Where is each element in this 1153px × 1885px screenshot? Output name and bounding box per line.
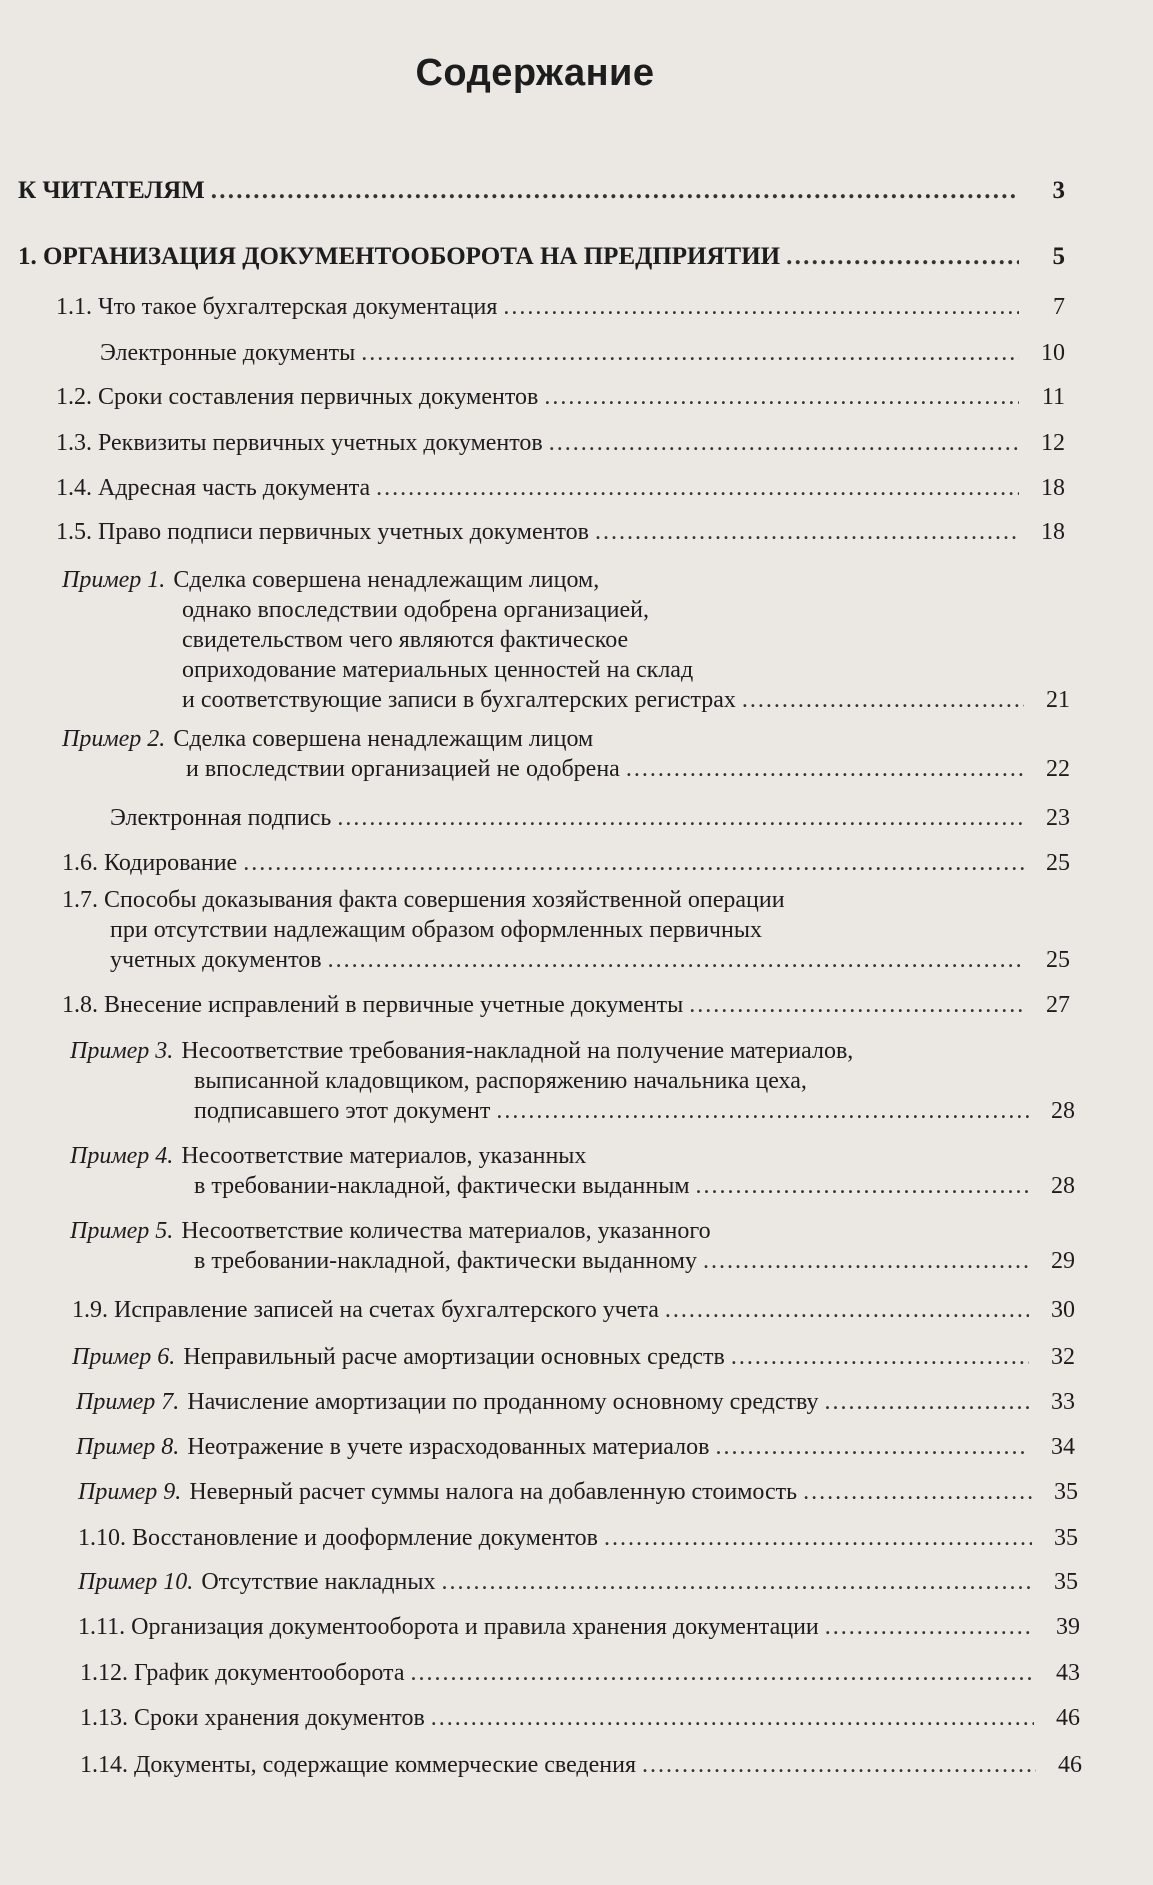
leader-dots: [696, 1171, 1029, 1201]
page-number: 32: [1051, 1344, 1075, 1370]
toc-entry: [70, 1216, 1075, 1276]
toc-entry-text: 1.12. График документооборота: [80, 1660, 405, 1686]
leader-dots: [376, 473, 1019, 503]
example-label: Пример 10.: [78, 1569, 194, 1595]
page-number: 12: [1041, 430, 1065, 456]
leader-dots: [328, 945, 1024, 975]
page-number: 18: [1041, 475, 1065, 501]
toc-entry-text: Несоответствие количества материалов, указанного: [181, 1218, 711, 1244]
toc-entry-text: выписанной кладовщиком, распоряжению начальника цеха,: [194, 1068, 807, 1094]
leader-dots: [361, 338, 1019, 368]
toc-entry-text: Отсутствие накладных: [201, 1569, 436, 1595]
page-number: 10: [1041, 340, 1065, 366]
leader-dots: [496, 1096, 1029, 1126]
toc-entry-text: Сделка совершена ненадлежащим лицом,: [173, 567, 600, 593]
toc-entry: [70, 1141, 1075, 1201]
leader-dots: [431, 1703, 1034, 1733]
page-number: 3: [1052, 177, 1065, 204]
toc-entry: [110, 803, 1070, 833]
toc-entry: [62, 990, 1070, 1020]
example-label: Пример 9.: [78, 1479, 182, 1505]
toc-entry-text: в требовании-накладной, фактически выданным: [194, 1173, 690, 1199]
toc-entry: [100, 338, 1065, 368]
leader-dots: [211, 176, 1019, 206]
toc-entry: [62, 848, 1070, 878]
example-label: Пример 5.: [70, 1218, 174, 1244]
page-number: 21: [1046, 687, 1070, 713]
toc-entry-text: Неправильный расче амортизации основных средств: [183, 1344, 725, 1370]
leader-dots: [715, 1432, 1029, 1462]
toc-entry-text: Электронная подпись: [110, 805, 332, 831]
toc-entry-text: при отсутствии надлежащим образом оформленных первичных: [110, 917, 762, 943]
page-number: 29: [1051, 1248, 1075, 1274]
toc-entry: [78, 1612, 1080, 1642]
toc-entry: [62, 565, 1070, 715]
page-number: 35: [1054, 1479, 1078, 1505]
leader-dots: [825, 1387, 1029, 1417]
toc-entry-text: Неотражение в учете израсходованных материалов: [187, 1434, 710, 1460]
toc-entry-text: Несоответствие требования-накладной на получение материалов,: [181, 1038, 854, 1064]
toc-entry-text: 1. ОРГАНИЗАЦИЯ ДОКУМЕНТООБОРОТА НА ПРЕДПРИЯТИИ: [18, 243, 781, 270]
toc-entry: [78, 1567, 1078, 1597]
toc-entry: [72, 1342, 1075, 1372]
toc-entry-text: 1.13. Сроки хранения документов: [80, 1705, 425, 1731]
leader-dots: [410, 1658, 1034, 1688]
leader-dots: [665, 1295, 1029, 1325]
toc-entry: [78, 1523, 1078, 1553]
toc-entry: [72, 1295, 1075, 1325]
leader-dots: [549, 428, 1019, 458]
leader-dots: [503, 292, 1019, 322]
example-label: Пример 2.: [62, 726, 166, 752]
page-number: 11: [1041, 384, 1065, 410]
toc-entry-text: 1.8. Внесение исправлений в первичные учетные документы: [62, 992, 684, 1018]
toc-entry-text: и соответствующие записи в бухгалтерских регистрах: [182, 687, 736, 713]
example-label: Пример 6.: [72, 1344, 176, 1370]
example-label: Пример 3.: [70, 1038, 174, 1064]
toc-entry: [18, 176, 1065, 206]
leader-dots: [337, 803, 1024, 833]
page-number: 7: [1053, 294, 1065, 320]
page-number: 35: [1054, 1569, 1078, 1595]
page-number: 22: [1046, 756, 1070, 782]
leader-dots: [731, 1342, 1029, 1372]
leader-dots: [544, 382, 1019, 412]
toc-entry: [80, 1750, 1082, 1780]
toc-entry-text: Сделка совершена ненадлежащим лицом: [173, 726, 594, 752]
toc-entry-text: Электронные документы: [100, 340, 356, 366]
leader-dots: [689, 990, 1024, 1020]
toc-entry: [56, 473, 1065, 503]
example-label: Пример 1.: [62, 567, 166, 593]
leader-dots: [626, 754, 1024, 784]
toc-entry-text: 1.10. Восстановление и дооформление документов: [78, 1525, 598, 1551]
toc-entry-text: 1.3. Реквизиты первичных учетных документов: [56, 430, 543, 456]
toc-entry-text: подписавшего этот документ: [194, 1098, 491, 1124]
leader-dots: [642, 1750, 1036, 1780]
toc-entry: [56, 292, 1065, 322]
page-number: 34: [1051, 1434, 1075, 1460]
example-label: Пример 8.: [76, 1434, 180, 1460]
page-number: 23: [1046, 805, 1070, 831]
toc-entry-text: 1.11. Организация документооборота и правила хранения документации: [78, 1614, 819, 1640]
toc-entry: [18, 242, 1065, 272]
page-number: 46: [1056, 1705, 1080, 1731]
toc-entry-text: 1.2. Сроки составления первичных документов: [56, 384, 539, 410]
leader-dots: [786, 242, 1019, 272]
leader-dots: [803, 1477, 1032, 1507]
toc-entry: [78, 1477, 1078, 1507]
toc-entry-text: 1.14. Документы, содержащие коммерческие сведения: [80, 1752, 637, 1778]
toc-entry-text: учетных документов: [110, 947, 322, 973]
leader-dots: [742, 685, 1024, 715]
page-number: 25: [1046, 947, 1070, 973]
toc-entry: [76, 1387, 1075, 1417]
toc-entry-text: 1.4. Адресная часть документа: [56, 475, 371, 501]
toc-entry-text: К ЧИТАТЕЛЯМ: [18, 177, 205, 204]
page-number: 46: [1058, 1752, 1082, 1778]
toc-entry-text: свидетельством чего являются фактическое: [182, 627, 629, 653]
toc-entry-text: 1.1. Что такое бухгалтерская документация: [56, 294, 498, 320]
page-number: 18: [1041, 519, 1065, 545]
page-number: 25: [1046, 850, 1070, 876]
toc-entry-text: в требовании-накладной, фактически выданному: [194, 1248, 697, 1274]
toc-entry-text: 1.7. Способы доказывания факта совершения хозяйственной операции: [62, 887, 785, 913]
page-number: 30: [1051, 1297, 1075, 1323]
page-number: 33: [1051, 1389, 1075, 1415]
toc-entry-text: оприходование материальных ценностей на склад: [182, 657, 694, 683]
toc-entry-text: однако впоследствии одобрена организацией,: [182, 597, 649, 623]
page-number: 28: [1051, 1098, 1075, 1124]
leader-dots: [703, 1246, 1029, 1276]
toc-entry: [70, 1036, 1075, 1126]
toc-entry-text: 1.5. Право подписи первичных учетных документов: [56, 519, 589, 545]
toc-entry-text: 1.6. Кодирование: [62, 850, 238, 876]
toc-entry: [62, 724, 1070, 784]
toc-entry: [80, 1703, 1080, 1733]
toc-entry: [56, 517, 1065, 547]
page-number: 5: [1052, 243, 1065, 270]
example-label: Пример 4.: [70, 1143, 174, 1169]
page-number: 27: [1046, 992, 1070, 1018]
toc-entry: [56, 382, 1065, 412]
toc-entry: [62, 885, 1070, 975]
toc-entry-text: Неверный расчет суммы налога на добавленную стоимость: [189, 1479, 798, 1505]
page-number: 39: [1056, 1614, 1080, 1640]
toc-entry-text: Начисление амортизации по проданному основному средству: [187, 1389, 819, 1415]
leader-dots: [595, 517, 1019, 547]
page-number: 28: [1051, 1173, 1075, 1199]
toc-entry-text: 1.9. Исправление записей на счетах бухгалтерского учета: [72, 1297, 659, 1323]
leader-dots: [604, 1523, 1032, 1553]
toc-entry-text: и впоследствии организацией не одобрена: [186, 756, 620, 782]
page-number: 35: [1054, 1525, 1078, 1551]
leader-dots: [243, 848, 1024, 878]
example-label: Пример 7.: [76, 1389, 180, 1415]
toc-entry: [56, 428, 1065, 458]
leader-dots: [825, 1612, 1034, 1642]
toc-entry: [76, 1432, 1075, 1462]
toc-entry: [80, 1658, 1080, 1688]
page-number: 43: [1056, 1660, 1080, 1686]
page-title: Содержание: [415, 52, 655, 94]
toc-entry-text: Несоответствие материалов, указанных: [181, 1143, 587, 1169]
leader-dots: [441, 1567, 1032, 1597]
